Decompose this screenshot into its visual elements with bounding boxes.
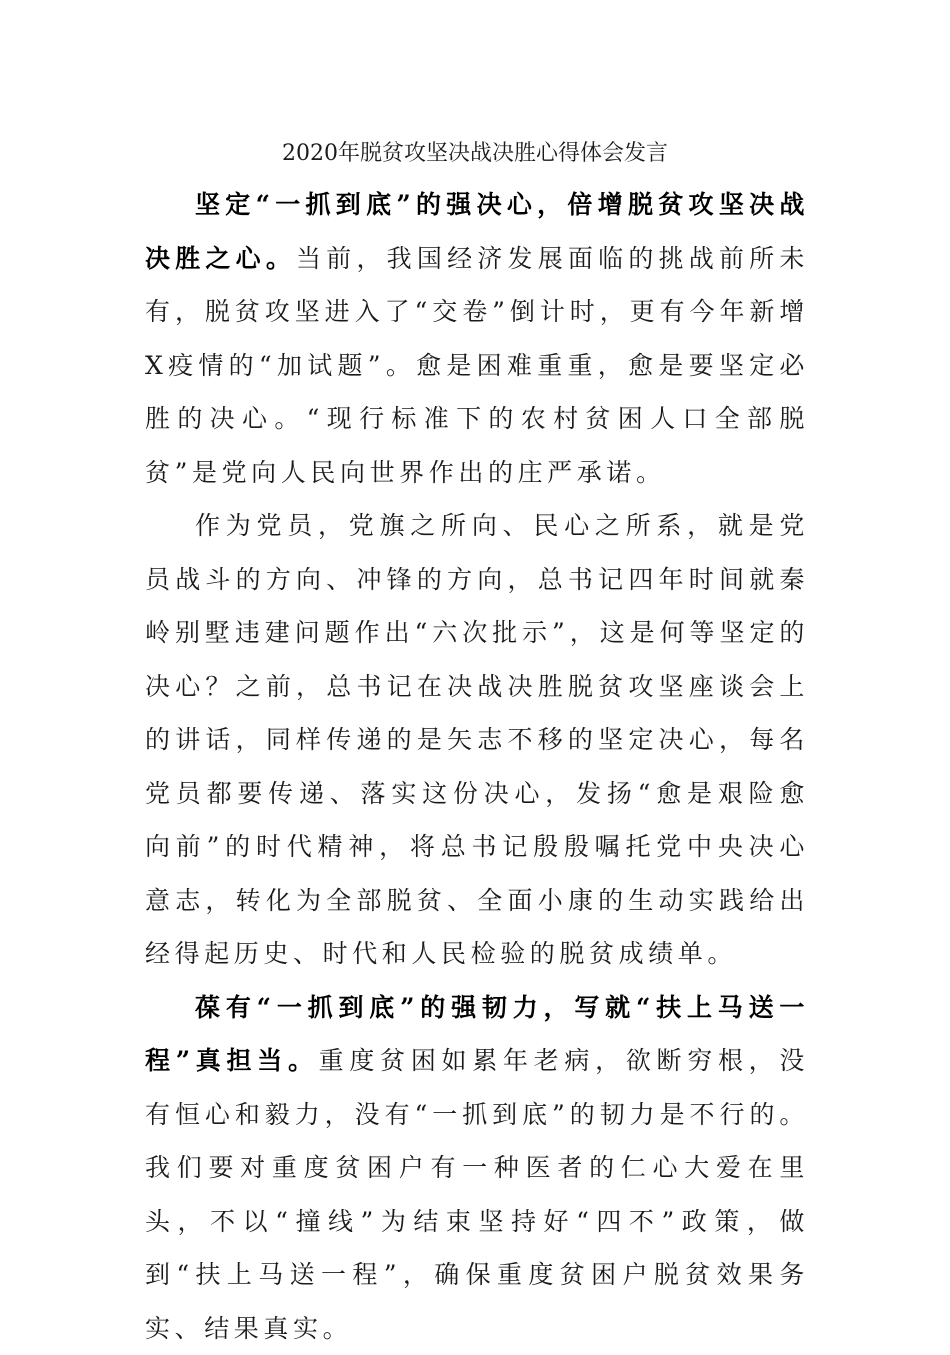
- paragraph-1-lead: 坚定“一抓到底”的强决心，倍增脱贫攻坚决战决胜之心。: [145, 190, 809, 273]
- document-title: 2020年脱贫攻坚决战决胜心得体会发言: [0, 134, 950, 174]
- paragraph-2-text: 作为党员，党旗之所向、民心之所系，就是党员战斗的方向、冲锋的方向，总书记四年时间就秦岭别墅违建问题作出“六次批示”，这是何等坚定的决心？之前，总书记在决战决胜脱贫攻坚座谈会上的讲话，同样传递的是矢志不移的坚定决心，每名党员都要传递、落实这份决心，发扬“愈是艰险愈向前”的时代精神，将总书记殷殷嘱托党中央决心意志，转化为全部脱贫、全面小康的生动实践给出经得起历史、时代和人民检验的脱贫成绩单。: [145, 511, 809, 968]
- paragraph-3-lead: 葆有“一抓到底”的强韧力，写就“扶上马送一程”真担当。: [145, 993, 809, 1076]
- paragraph-1: [145, 178, 809, 499]
- document-body: [145, 178, 809, 1355]
- paragraph-3-text: 重度贫困如累年老病，欲断穷根，没有恒心和毅力，没有“一抓到底”的韧力是不行的。我们要对重度贫困户有一种医者的仁心大爱在里头，不以“撞线”为结束坚持好“四不”政策，做到“扶上马送一程”，确保重度贫困户脱贫效果务实、结果真实。: [145, 1046, 809, 1343]
- paragraph-3: [145, 981, 809, 1355]
- paragraph-1-text: 当前，我国经济发展面临的挑战前所未有，脱贫攻坚进入了“交卷”倒计时，更有今年新增X疫情的“加试题”。愈是困难重重，愈是要坚定必胜的决心。“现行标准下的农村贫困人口全部脱贫”是党向人民向世界作出的庄严承诺。: [145, 244, 809, 487]
- paragraph-2: [145, 499, 809, 981]
